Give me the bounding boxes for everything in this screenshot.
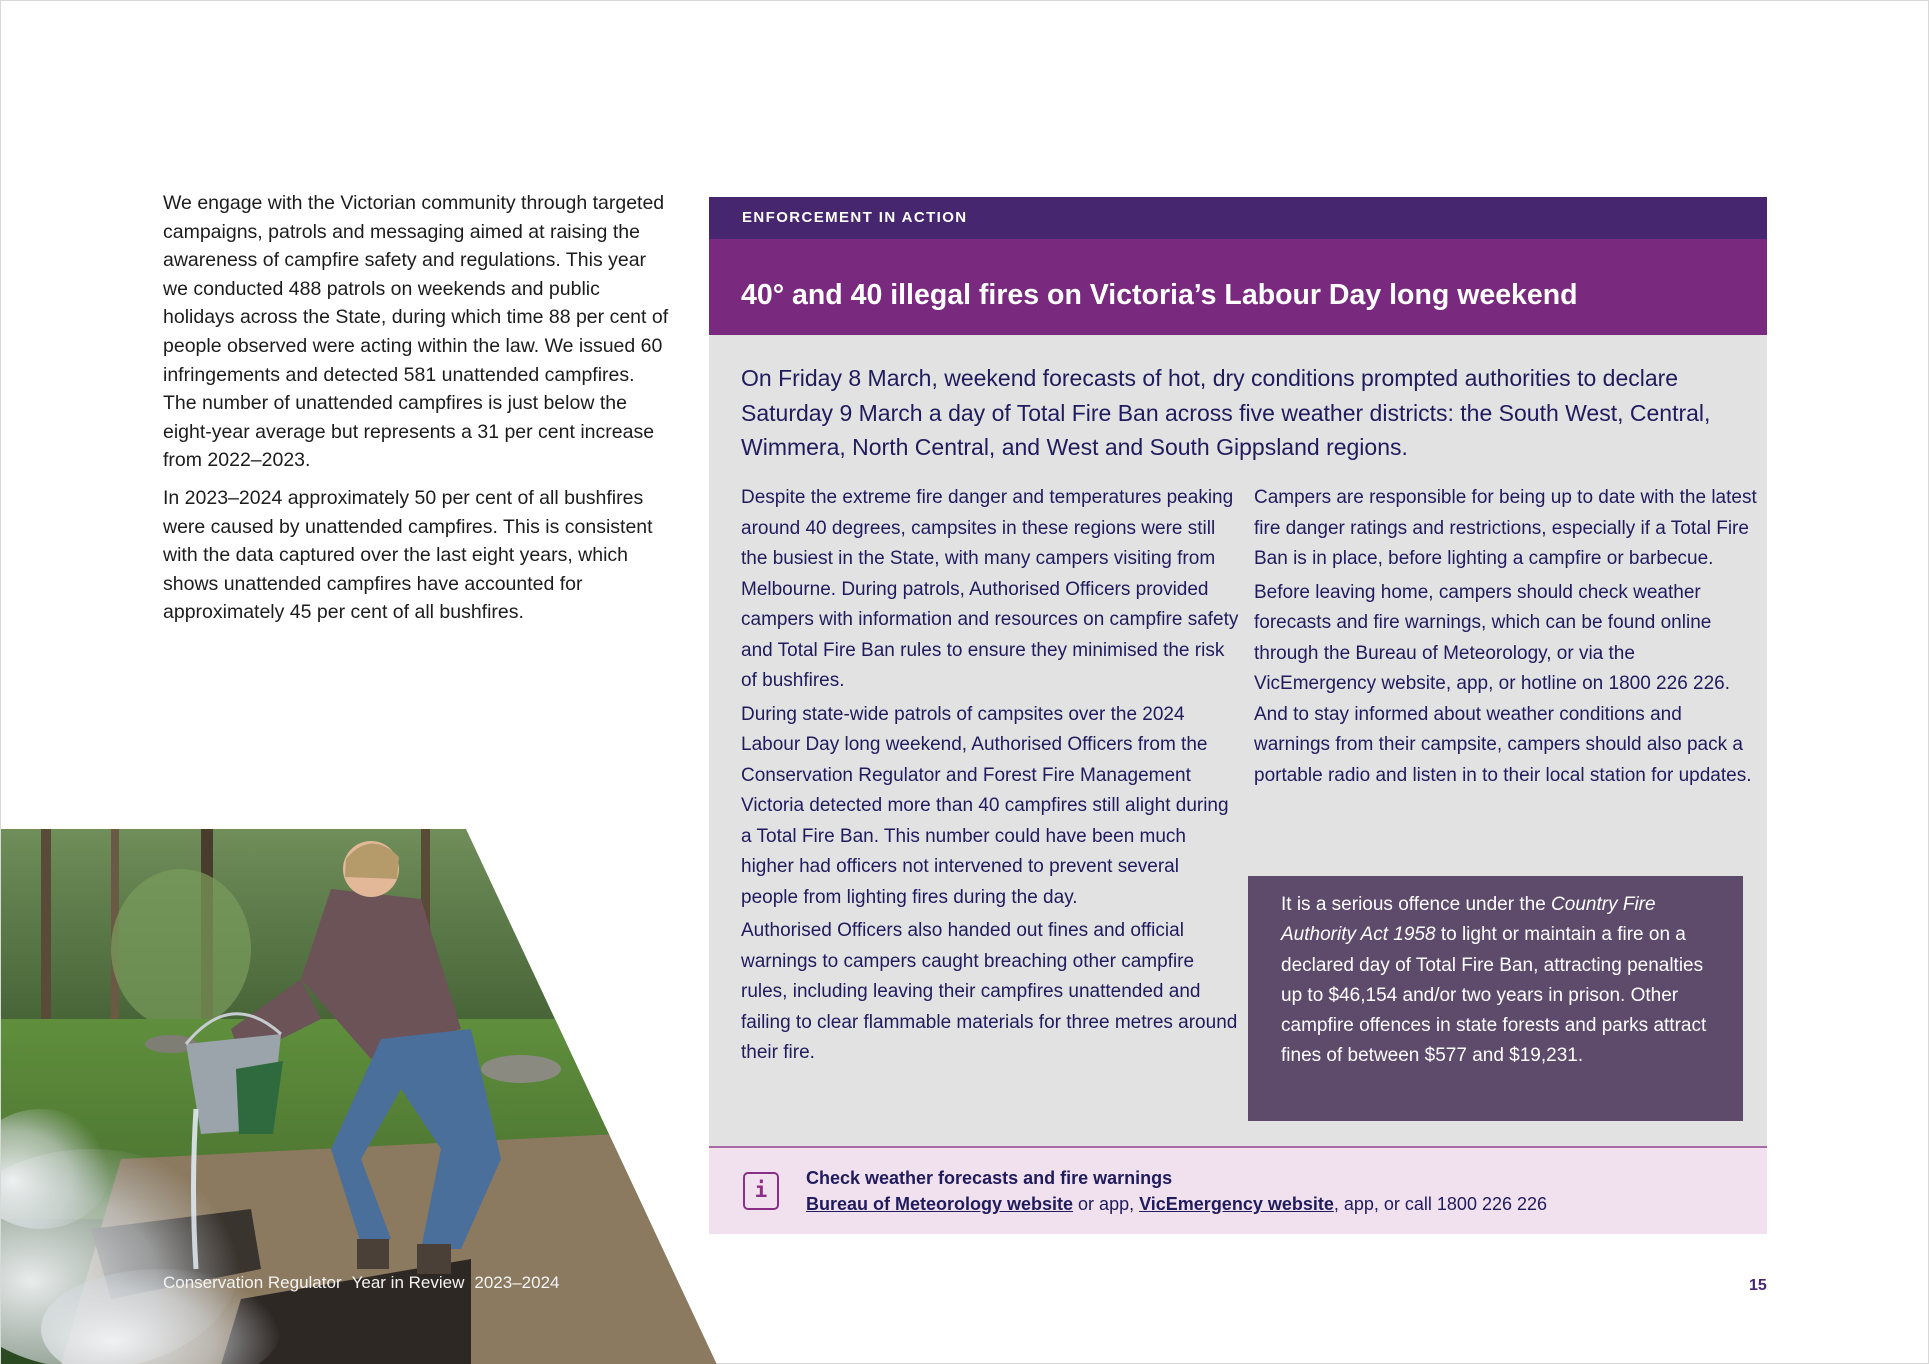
panel-paragraph: During state-wide patrols of campsites over the 2024 Labour Day long weekend, Authorised Officers from the Conservation Regulator and Forest Fire Management Victoria detected more than 40 campfires still alight during a Total Fire Ban. This number could have been much higher had officers not intervened to prevent several people from lighting fires during the day. xyxy=(741,703,1229,908)
panel-kicker: ENFORCEMENT IN ACTION xyxy=(742,209,968,226)
panel-lead: On Friday 8 March, weekend forecasts of hot, dry conditions prompted authorities to declare Saturday 9 March a day of Total Fire Ban across five weather districts: the South West, Central, Wimmera, North Central, and West and South Gippsland regions. xyxy=(741,365,1711,460)
offence-callout xyxy=(1248,876,1743,1121)
info-text-1: or app, xyxy=(1073,1194,1140,1214)
offence-act-name: Country Fire Authority Act 1958 xyxy=(1281,894,1656,946)
intro-text xyxy=(163,189,673,636)
panel-right-column xyxy=(1254,483,1759,794)
panel-left-column xyxy=(741,483,1241,1072)
offence-text-after: to light or maintain a fire on a declared day of Total Fire Ban, attracting penalties up to $46,154 and/or two years in prison. Other campfire offences in state forests and parks attract fines of between $577 and $19,231. xyxy=(1281,924,1707,1067)
info-text-2: , app, or call 1800 226 226 xyxy=(1333,1194,1548,1214)
info-title: Check weather forecasts and fire warnings xyxy=(806,1168,1173,1188)
footer-publication: Year in Review xyxy=(351,1273,465,1292)
footer-period: 2023–2024 xyxy=(474,1273,560,1292)
intro-paragraph: We engage with the Victorian community through targeted campaigns, patrols and messaging aimed at raising the awareness of campfire safety and regulations. This year we conducted 488 patrols on weekends and public holidays across the State, during which time 88 per cent of people observed were acting within the law. We issued 60 infringements and detected 581 unattended campfires. The number of unattended campfires is just below the eight-year average but represents a 31 per cent increase from 2022–2023. xyxy=(163,192,669,472)
page-number: 15 xyxy=(1749,1277,1767,1294)
intro-paragraph: In 2023–2024 approximately 50 per cent of all bushfires were caused by unattended campfires. This is consistent with the data captured over the last eight years, which shows unattended campfires have accounted for approximately 45 per cent of all bushfires. xyxy=(163,486,653,624)
panel-title-bar xyxy=(709,239,1767,335)
info-line xyxy=(806,1194,1547,1215)
vicemergency-website-link[interactable]: VicEmergency website xyxy=(1139,1194,1334,1214)
info-glyph: i xyxy=(754,1178,768,1202)
info-icon xyxy=(743,1172,779,1210)
panel-paragraph: Campers are responsible for being up to date with the latest fire danger ratings and restrictions, especially if a Total Fire Ban is in place, before lighting a campfire or barbecue. xyxy=(1254,487,1757,569)
panel-title: 40° and 40 illegal fires on Victoria’s Labour Day long weekend xyxy=(741,279,1578,311)
offence-text-before: It is a serious offence under the xyxy=(1281,894,1552,915)
enforcement-panel xyxy=(709,197,1767,1234)
panel-kicker-bar xyxy=(709,197,1767,239)
publication-footer xyxy=(163,1273,559,1293)
info-strip xyxy=(709,1146,1767,1234)
panel-paragraph: Before leaving home, campers should check weather forecasts and fire warnings, which can be found online through the Bureau of Meteorology, or via the VicEmergency website, app, or hotline on 1800 226 226. And to stay informed about weather conditions and warnings from their campsite, campers should also pack a portable radio and listen in to their local station for updates. xyxy=(1254,581,1752,786)
footer-publisher: Conservation Regulator xyxy=(163,1273,342,1292)
bom-website-link[interactable]: Bureau of Meteorology website xyxy=(806,1194,1074,1214)
panel-paragraph: Authorised Officers also handed out fines and official warnings to campers caught breaching other campfire rules, including leaving their campfires unattended and failing to clear flammable materials for three metres around their fire. xyxy=(741,920,1238,1063)
panel-paragraph: Despite the extreme fire danger and temperatures peaking around 40 degrees, campsites in these regions were still the busiest in the State, with many campers visiting from Melbourne. During patrols, Authorised Officers provided campers with information and resources on campfire safety and Total Fire Ban rules to ensure they minimised the risk of bushfires. xyxy=(741,487,1239,691)
